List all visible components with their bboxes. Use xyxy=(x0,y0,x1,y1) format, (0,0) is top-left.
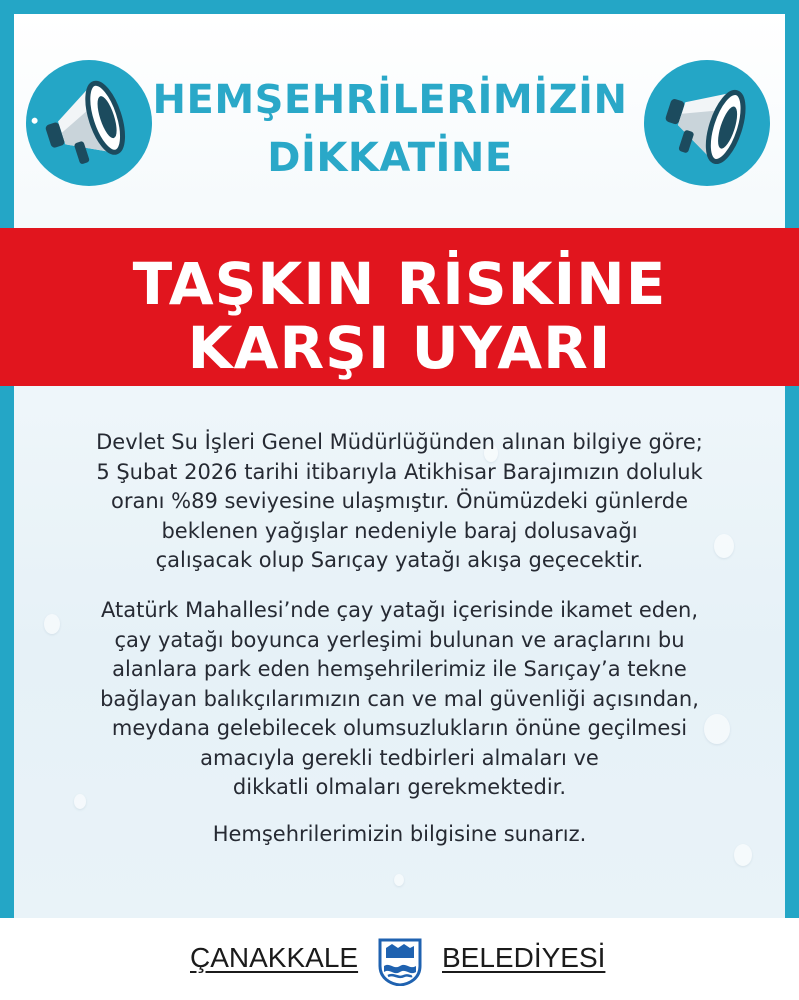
closing-line: Hemşehrilerimizin bilgisine sunarız. xyxy=(212,822,587,846)
text-line: alanlara park eden hemşehrilerimiz ile Sarıçay’a tekne xyxy=(112,657,687,681)
text-line: Devlet Su İşleri Genel Müdürlüğünden alınan bilgiye göre; xyxy=(96,430,703,454)
megaphone-icon xyxy=(644,60,770,186)
text-line: beklenen yağışlar nedeniyle baraj dolusavağı xyxy=(161,518,638,543)
banner-title-line-2: KARŞI UYARI xyxy=(187,314,612,382)
heading-line-1: HEMŞEHRİLERİMİZİN xyxy=(152,77,628,123)
municipality-crest-icon xyxy=(376,936,424,986)
text-line: amacıyla gerekli tedbirleri almaları ve xyxy=(200,745,599,770)
announcement-paragraph-1 xyxy=(40,428,759,576)
text-line: çalışacak olup Sarıçay yatağı akışa geçecektir. xyxy=(155,548,644,572)
droplet-decoration xyxy=(394,874,404,886)
heading-line-2: DİKKATİNE xyxy=(267,135,513,181)
footer-municipality-word: BELEDİYESİ xyxy=(442,942,606,973)
text-line: dikkatli olmaları gerekmektedir. xyxy=(232,775,567,799)
text-line: Atatürk Mahallesi’nde çay yatağı içerisinde ikamet eden, xyxy=(100,598,699,622)
text-line: meydana gelebilecek olumsuzlukların önüne geçilmesi xyxy=(111,716,688,740)
text-line: oranı %89 seviyesine ulaşmıştır. Önümüzdeki günlerde xyxy=(110,489,689,513)
banner-title-line-1: TAŞKIN RİSKİNE xyxy=(132,250,667,318)
text-line: bağlayan balıkçılarımızın can ve mal güvenliği açısından, xyxy=(100,686,699,711)
footer-city-name: ÇANAKKALE xyxy=(190,942,359,973)
text-line: çay yatağı boyunca yerleşimi bulunan ve araçlarını bu xyxy=(114,627,685,652)
warning-banner xyxy=(0,228,799,386)
announcement-paragraph-2 xyxy=(40,596,759,803)
text-line: 5 Şubat 2026 tarihi itibarıyla Atikhisar Barajımızın doluluk xyxy=(96,459,703,484)
megaphone-icon xyxy=(26,60,152,186)
